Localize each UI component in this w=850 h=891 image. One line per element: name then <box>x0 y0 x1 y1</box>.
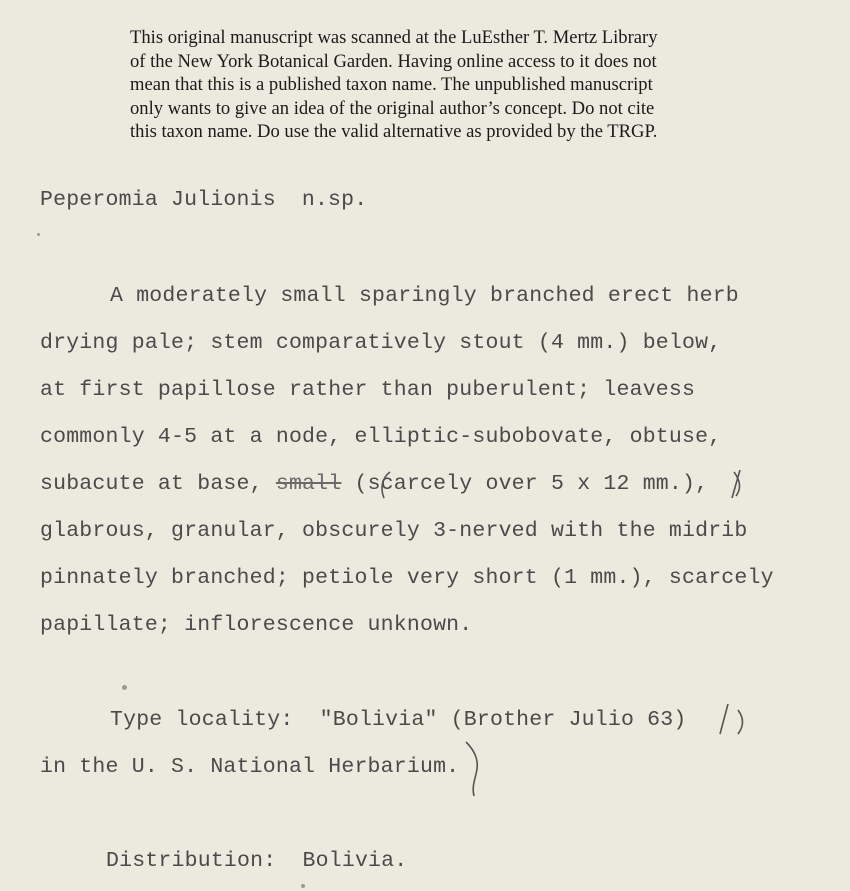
description-line: pinnately branched; petiole very short (1 mm.), scarcely <box>40 566 774 590</box>
struck-word: small <box>275 472 342 496</box>
pen-mark <box>712 702 748 738</box>
description-line: at first papillose rather than puberulent; leavess <box>40 378 696 402</box>
pen-mark <box>726 468 748 500</box>
species-name: Peperomia Julionis <box>40 188 276 212</box>
description-line: papillate; inflorescence unknown. <box>40 613 473 637</box>
type-locality-line: in the U. S. National Herbarium. <box>40 755 460 779</box>
species-title <box>40 188 367 212</box>
paper-speck <box>301 884 305 888</box>
notice-line: This original manuscript was scanned at the LuEsther T. Mertz Library <box>130 27 658 48</box>
notice-line: of the New York Botanical Garden. Having online access to it does not <box>130 50 657 72</box>
description-line: drying pale; stem comparatively stout (4 mm.) below, <box>40 331 722 355</box>
paper-speck <box>122 685 127 690</box>
type-locality-line: Type locality: "Bolivia" (Brother Julio 63) <box>110 708 687 732</box>
description-line: commonly 4-5 at a node, elliptic-subobovate, obtuse, <box>40 425 722 449</box>
library-notice <box>130 26 770 144</box>
pen-mark <box>376 470 396 500</box>
pen-mark <box>462 740 488 798</box>
description-text: subacute at base, <box>40 472 276 496</box>
notice-line: mean that this is a published taxon name. The unpublished manuscript <box>130 74 653 95</box>
description-line: A moderately small sparingly branched erect herb <box>110 284 739 308</box>
notice-line: this taxon name. Do use the valid alternative as provided by the TRGP. <box>130 121 658 142</box>
description-line <box>40 472 708 496</box>
distribution-line: Distribution: Bolivia. <box>106 849 408 873</box>
description-text: (scarcely over 5 x 12 mm.), <box>341 472 709 496</box>
species-suffix: n.sp. <box>301 188 368 212</box>
description-line: glabrous, granular, obscurely 3-nerved with the midrib <box>40 519 748 543</box>
paper-speck <box>37 233 40 236</box>
notice-line: only wants to give an idea of the original author’s concept. Do not cite <box>130 97 655 119</box>
